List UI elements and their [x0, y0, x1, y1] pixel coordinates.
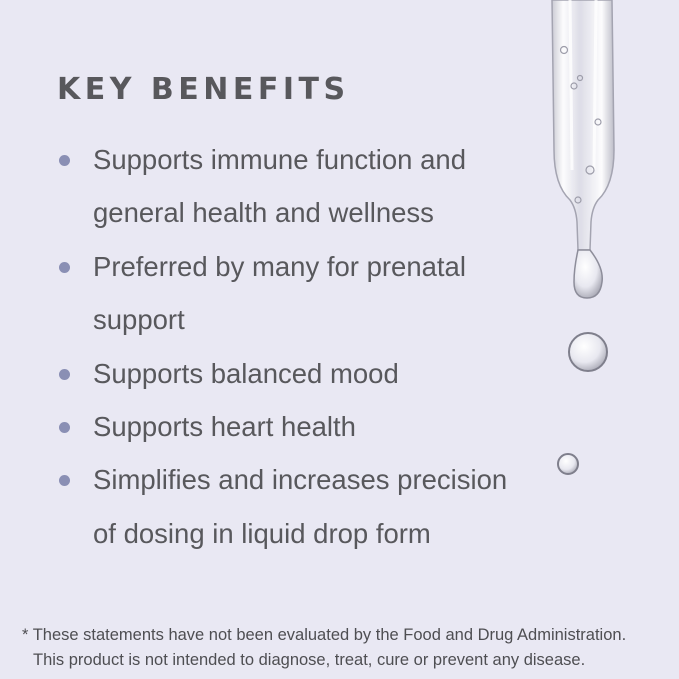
benefit-item: [57, 453, 537, 560]
bullet-icon: [59, 369, 70, 380]
benefit-item: [57, 240, 537, 347]
benefit-item: [57, 400, 537, 453]
benefit-text: Supports heart health: [93, 411, 356, 443]
disclaimer-line-1: * These statements have not been evaluated by the Food and Drug Administration.: [22, 625, 627, 644]
dropper-tube: [552, 0, 614, 250]
hanging-drop: [574, 250, 602, 298]
benefit-text: Simplifies and increases precision of dosing in liquid drop form: [93, 464, 508, 549]
benefits-list: [57, 133, 537, 560]
benefit-text: Supports immune function and general health and wellness: [93, 144, 466, 229]
disclaimer-line-2: This product is not intended to diagnose, treat, cure or prevent any disease.: [33, 650, 586, 669]
falling-drop-small: [558, 454, 578, 474]
benefit-item: [57, 347, 537, 400]
bullet-icon: [59, 262, 70, 273]
bullet-icon: [59, 155, 70, 166]
falling-drop-large: [569, 333, 607, 371]
section-heading: KEY BENEFITS: [57, 72, 350, 107]
benefit-text: Supports balanced mood: [93, 357, 399, 389]
benefit-item: [57, 133, 537, 240]
bullet-icon: [59, 422, 70, 433]
bullet-icon: [59, 475, 70, 486]
disclaimer: [22, 623, 672, 673]
benefit-text: Preferred by many for prenatal support: [93, 250, 466, 336]
dropper-illustration: [530, 0, 640, 490]
